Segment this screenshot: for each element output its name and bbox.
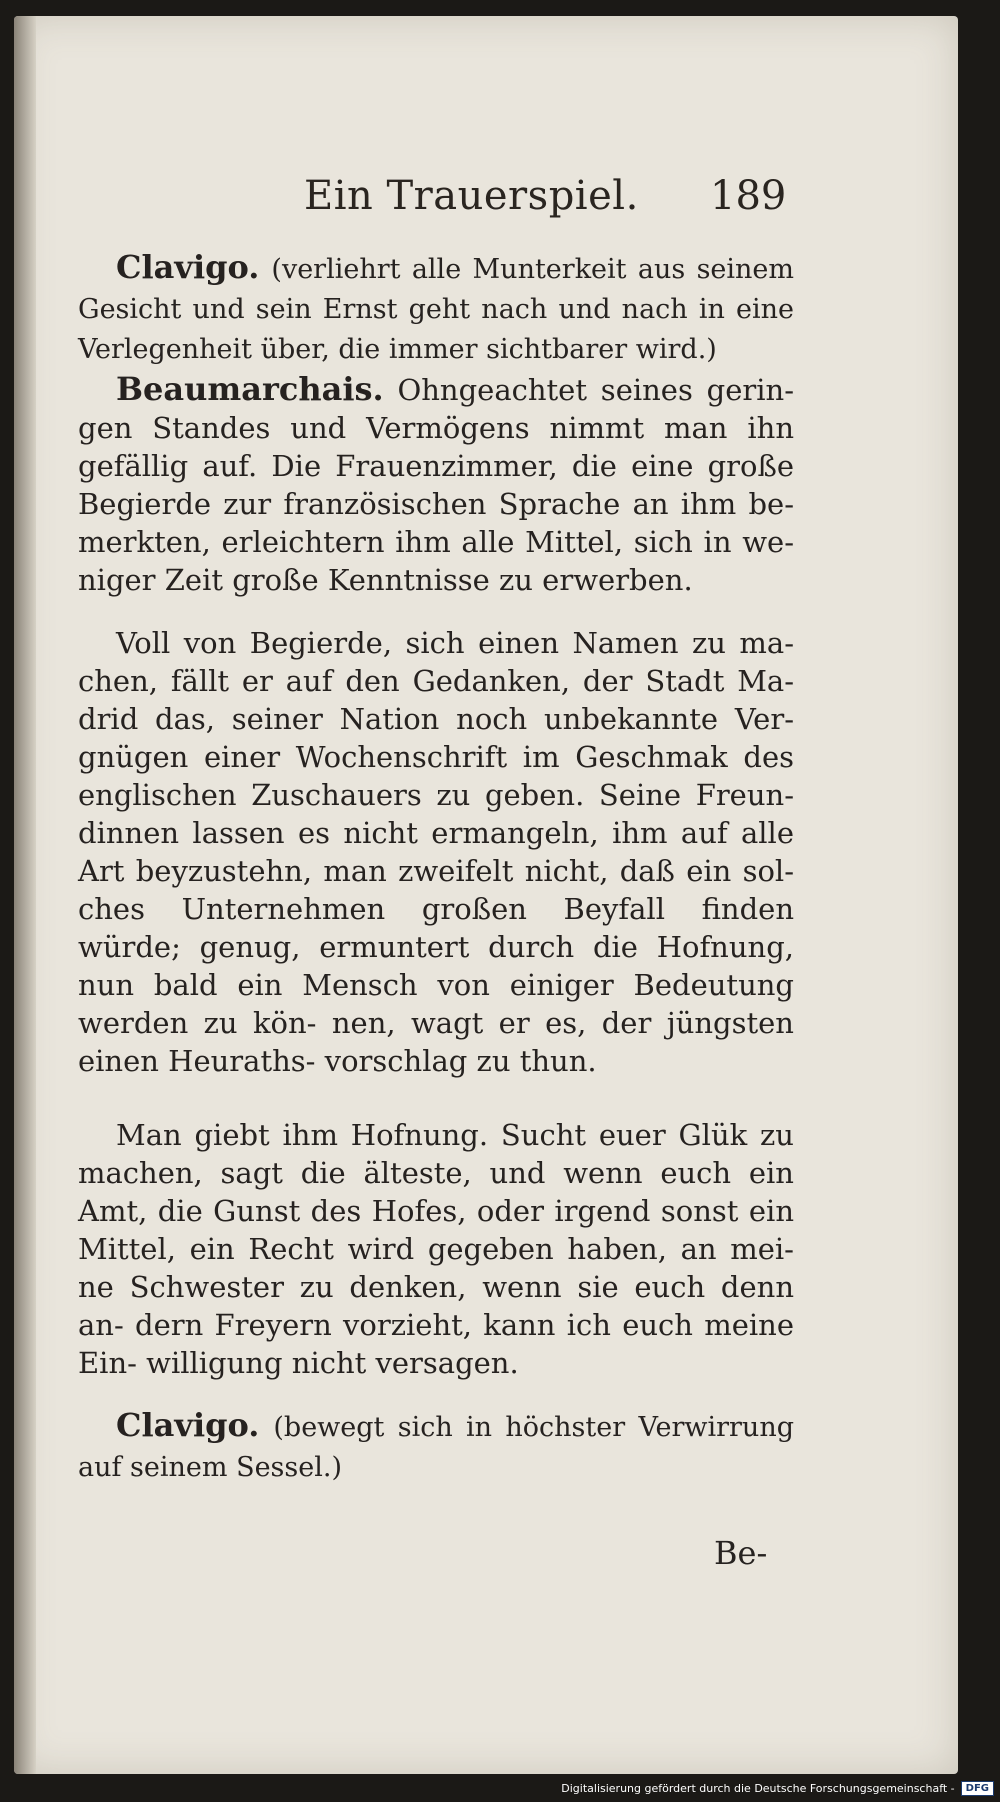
paragraph-text: Ohngeachtet seines gerin- gen Standes und Vermögens nimmt man ihn gefällig auf. Die Frauenzimmer, die eine große Begierde zur französischen Sprache an ihm be- merkten, erleichtern ihm alle Mittel, sich in we- niger Zeit große Kenntnisse zu erwerben. — [78, 373, 794, 597]
speaker-name: Clavigo. — [116, 248, 260, 286]
speaker-name: Beaumarchais. — [116, 370, 384, 408]
digitization-footer — [561, 1781, 994, 1796]
page-header — [14, 173, 958, 233]
dfg-logo: DFG — [961, 1781, 994, 1796]
paragraph-beaumarchais — [78, 370, 794, 599]
stage-direction: (verliehrt alle Munterkeit aus seinem Gesicht und sein Ernst geht nach und nach in eine Verlegenheit über, die immer sichtbarer wird.) — [78, 254, 795, 365]
page-spine-shadow — [14, 16, 36, 1774]
footer-credit: Digitalisierung gefördert durch die Deutsche Forschungsgemeinschaft - — [561, 1782, 955, 1795]
paragraph-narrative-2 — [78, 1116, 794, 1382]
running-title: Ein Trauerspiel. — [304, 173, 639, 219]
paragraph-clavigo-2 — [78, 1406, 794, 1487]
paragraph-clavigo-1 — [78, 248, 794, 369]
book-page — [14, 16, 958, 1774]
paragraph-text: Voll von Begierde, sich einen Namen zu ma- chen, fällt er auf den Gedanken, der Stadt Ma- drid das, seiner Nation noch unbekannte Ver- gnügen einer Wochenschrift im Geschmak des englischen Zuschauers zu geben. Seine Freun- dinnen lassen es nicht ermangeln, ihm auf alle Art beyzustehn, man zweifelt nicht, daß ein sol- ches Unternehmen großen Beyfall finden würde; genug, ermuntert durch die Hofnung, nun bald ein Mensch von einiger Bedeutung werden zu kön- nen, wagt er es, der jüngsten einen Heuraths- vorschlag zu thun. — [78, 626, 794, 1078]
speaker-name: Clavigo. — [116, 1406, 260, 1444]
paragraph-narrative-1 — [78, 624, 794, 1080]
stage-direction: (bewegt sich in höchster Verwirrung auf seinem Sessel.) — [78, 1412, 794, 1483]
page-number: 189 — [710, 173, 787, 219]
paragraph-text: Man giebt ihm Hofnung. Sucht euer Glük zu machen, sagt die älteste, und wenn euch ein Amt, die Gunst des Hofes, oder irgend sonst ein Mittel, ein Recht wird gegeben haben, an mei- ne Schwester zu denken, wenn sie euch denn an- dern Freyern vorzieht, kann ich euch meine Ein- willigung nicht versagen. — [78, 1118, 794, 1380]
catchword: Be- — [714, 1534, 768, 1572]
